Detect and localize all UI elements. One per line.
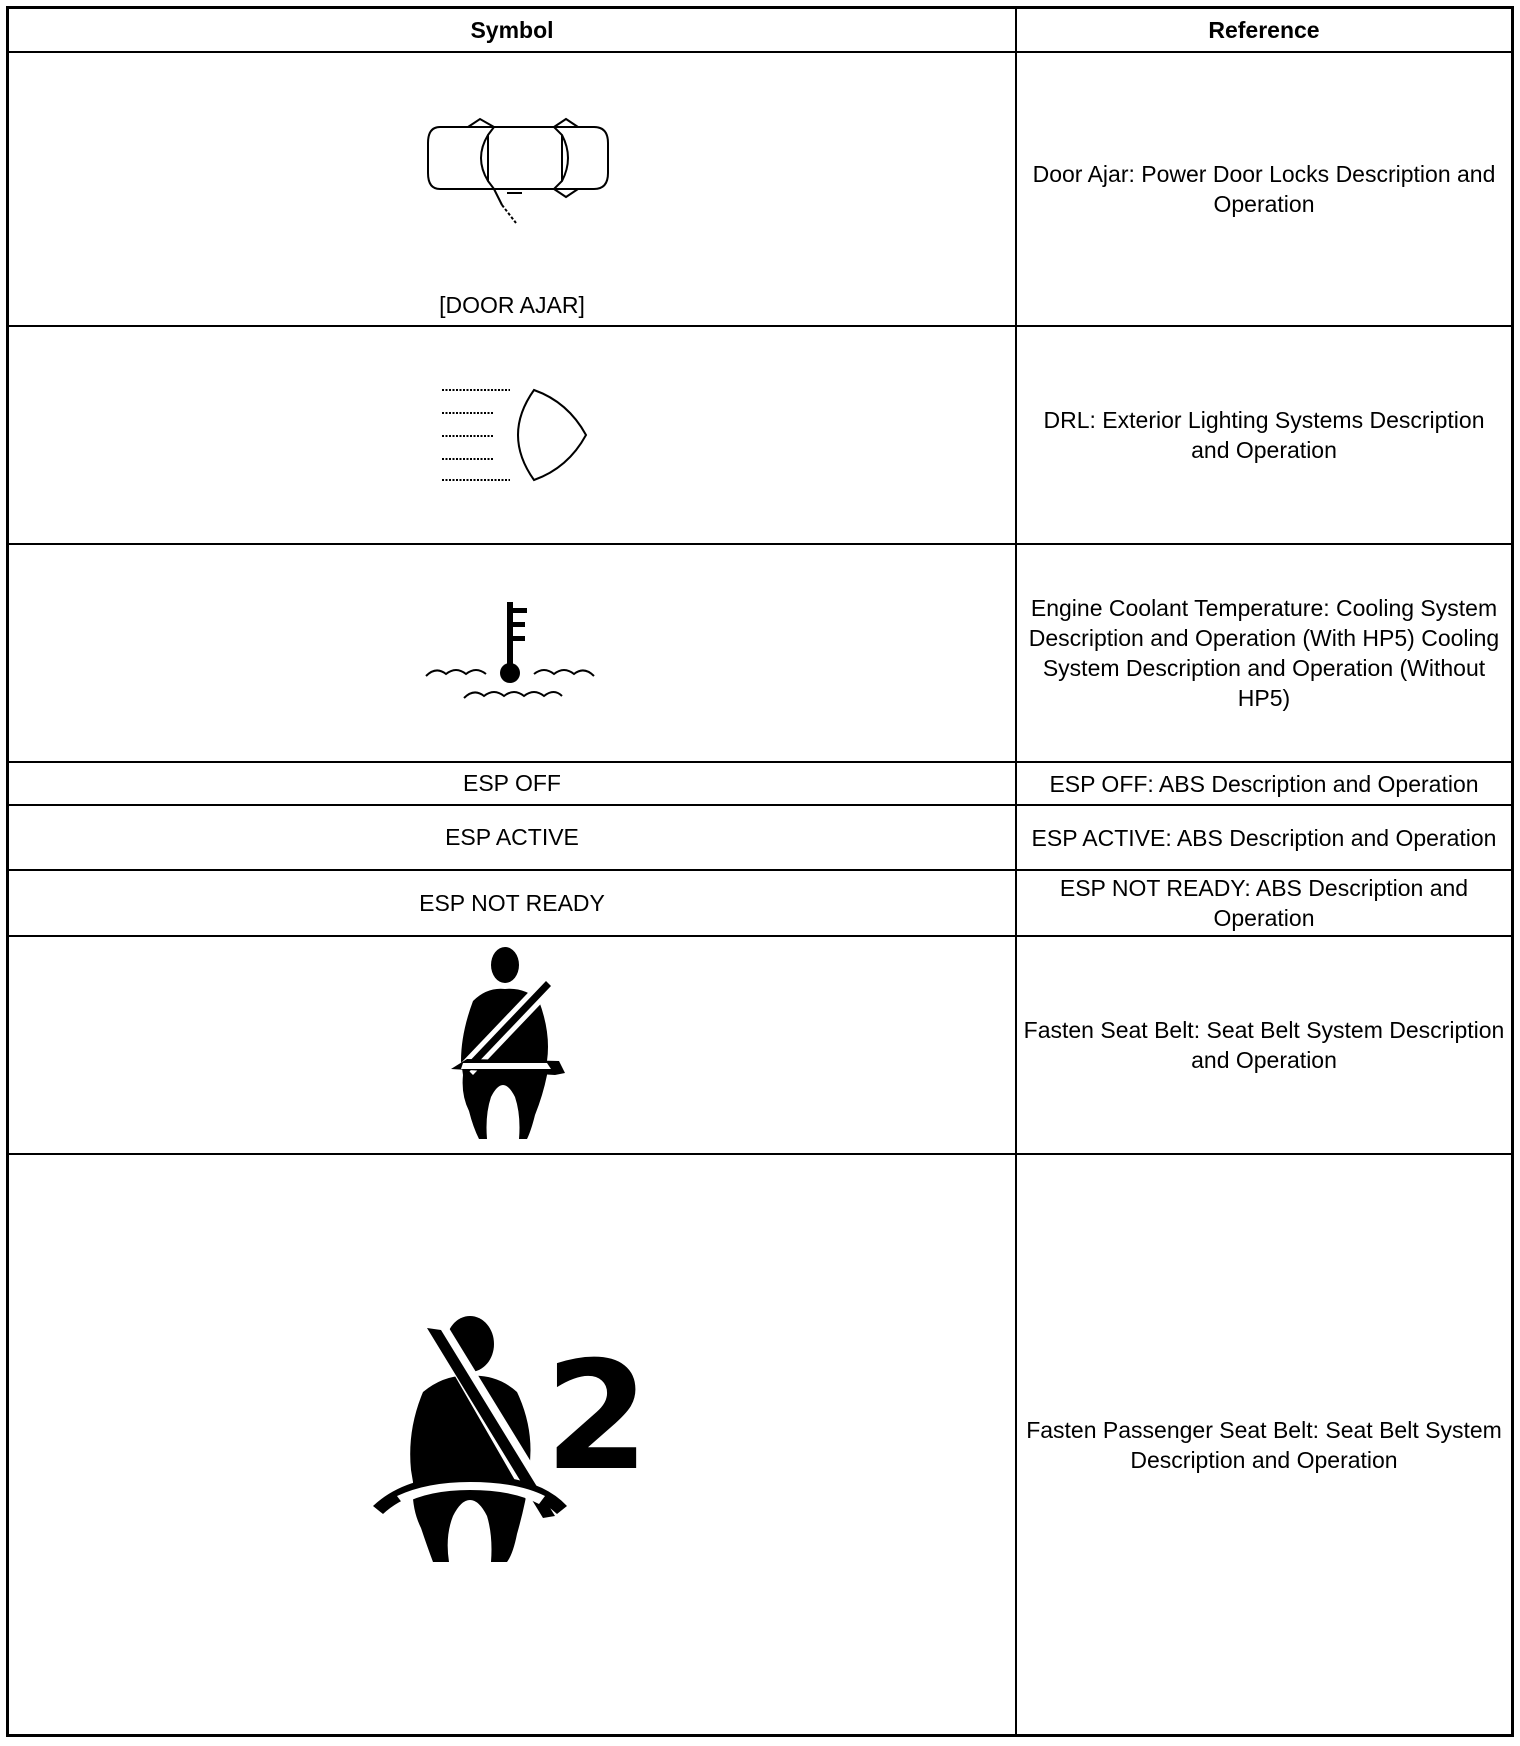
table-row-esp-not-ready — [9, 871, 1511, 937]
door-ajar-icon — [412, 105, 612, 225]
fasten-seat-belt-icon — [447, 945, 577, 1145]
symbol-cell — [9, 937, 1017, 1153]
symbol-cell-text: ESP OFF — [9, 763, 1017, 804]
daytime-running-lamp-icon — [432, 380, 592, 490]
symbol-cell — [9, 1155, 1017, 1734]
symbol-cell-text: ESP NOT READY — [9, 871, 1017, 935]
symbol-column-header: Symbol — [9, 9, 1017, 51]
symbol-cell — [9, 327, 1017, 543]
reference-cell: Fasten Seat Belt: Seat Belt System Description and Operation — [1023, 1017, 1505, 1073]
reference-cell: Door Ajar: Power Door Locks Description and Operation — [1032, 161, 1496, 217]
door-ajar-caption: [DOOR AJAR] — [439, 292, 585, 318]
table-row-esp-active — [9, 806, 1511, 871]
engine-coolant-temperature-icon — [422, 598, 602, 708]
symbol-cell — [9, 545, 1017, 761]
table-header-row — [9, 9, 1511, 53]
reference-cell: DRL: Exterior Lighting Systems Description and Operation — [1043, 407, 1485, 463]
reference-cell: Engine Coolant Temperature: Cooling System Description and Operation (With HP5) Cooling System Description and Operation (Without HP5) — [1028, 595, 1500, 711]
reference-cell: ESP NOT READY: ABS Description and Operation — [1059, 875, 1469, 931]
fasten-passenger-seat-belt-icon — [367, 1310, 657, 1570]
table-row-door-ajar — [9, 53, 1511, 327]
reference-cell: ESP ACTIVE: ABS Description and Operation — [1031, 824, 1497, 851]
table-row-fasten-seat-belt — [9, 937, 1511, 1155]
table-row-fasten-passenger-seat-belt — [9, 1155, 1511, 1734]
symbol-cell-text: ESP ACTIVE — [9, 806, 1017, 869]
reference-column-header: Reference — [1208, 17, 1320, 43]
table-row-drl — [9, 327, 1511, 545]
table-row-engine-coolant-temperature — [9, 545, 1511, 763]
table-row-esp-off — [9, 763, 1511, 806]
symbol-cell — [9, 53, 1017, 325]
reference-cell: Fasten Passenger Seat Belt: Seat Belt System Description and Operation — [1026, 1416, 1502, 1473]
passenger-number-label: 2 — [544, 1329, 650, 1504]
reference-cell: ESP OFF: ABS Description and Operation — [1049, 770, 1479, 797]
symbol-reference-table — [6, 6, 1514, 1737]
